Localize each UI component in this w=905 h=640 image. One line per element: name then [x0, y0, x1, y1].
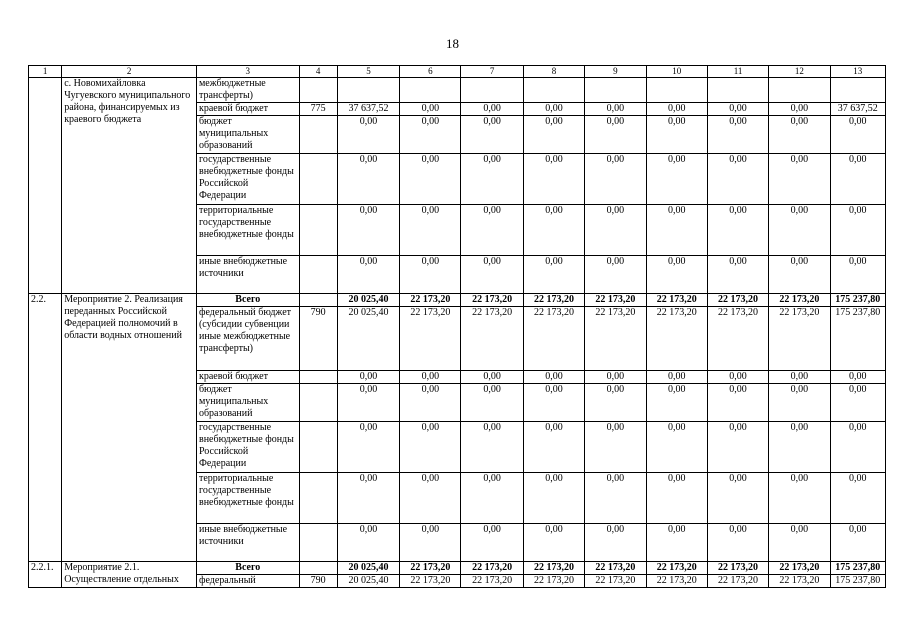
amount-cell: 0,00: [337, 371, 399, 384]
amount-cell: 22 173,20: [707, 562, 768, 575]
amount-cell: 22 173,20: [585, 575, 646, 588]
table-row: [29, 78, 886, 103]
amount-cell: 22 173,20: [769, 294, 830, 307]
amount-cell: 0,00: [646, 473, 707, 524]
amount-cell: 0,00: [400, 384, 461, 422]
amount-cell: [830, 78, 885, 103]
amount-cell: 22 173,20: [646, 307, 707, 371]
column-header: 12: [769, 66, 830, 78]
amount-cell: 22 173,20: [523, 294, 584, 307]
amount-cell: 0,00: [707, 422, 768, 473]
column-header: 7: [461, 66, 523, 78]
amount-cell: 0,00: [523, 473, 584, 524]
amount-cell: 37 637,52: [337, 103, 399, 116]
amount-cell: [646, 78, 707, 103]
amount-cell: 0,00: [585, 205, 646, 256]
amount-cell: 0,00: [523, 256, 584, 294]
amount-cell: [707, 78, 768, 103]
amount-cell: [400, 78, 461, 103]
amount-cell: 0,00: [707, 103, 768, 116]
amount-cell: 22 173,20: [400, 562, 461, 575]
amount-cell: 22 173,20: [400, 575, 461, 588]
amount-cell: 0,00: [461, 422, 523, 473]
amount-cell: 0,00: [830, 524, 885, 562]
amount-cell: 175 237,80: [830, 575, 885, 588]
amount-cell: 22 173,20: [585, 562, 646, 575]
column-header: 4: [299, 66, 337, 78]
amount-cell: 175 237,80: [830, 307, 885, 371]
amount-cell: 22 173,20: [646, 562, 707, 575]
measure-code: 2.2.1.: [29, 562, 62, 588]
amount-cell: 0,00: [400, 473, 461, 524]
amount-cell: 0,00: [707, 473, 768, 524]
column-header: 10: [646, 66, 707, 78]
amount-cell: 0,00: [707, 256, 768, 294]
table-row: [29, 562, 886, 575]
amount-cell: 20 025,40: [337, 562, 399, 575]
amount-cell: 0,00: [461, 205, 523, 256]
amount-cell: 22 173,20: [646, 294, 707, 307]
amount-cell: [523, 78, 584, 103]
amount-cell: 0,00: [707, 205, 768, 256]
amount-cell: 0,00: [523, 371, 584, 384]
amount-cell: 22 173,20: [523, 307, 584, 371]
grbs-code: [299, 78, 337, 103]
amount-cell: 0,00: [523, 524, 584, 562]
amount-cell: 0,00: [646, 154, 707, 205]
amount-cell: 0,00: [707, 371, 768, 384]
amount-cell: 0,00: [461, 384, 523, 422]
amount-cell: 0,00: [769, 103, 830, 116]
amount-cell: 0,00: [461, 154, 523, 205]
amount-cell: 0,00: [461, 371, 523, 384]
funding-source: Всего: [196, 562, 299, 575]
amount-cell: 0,00: [461, 524, 523, 562]
amount-cell: 0,00: [400, 103, 461, 116]
amount-cell: 0,00: [769, 116, 830, 154]
amount-cell: 0,00: [523, 384, 584, 422]
grbs-code: [299, 384, 337, 422]
grbs-code: [299, 116, 337, 154]
amount-cell: 0,00: [646, 422, 707, 473]
amount-cell: 37 637,52: [830, 103, 885, 116]
amount-cell: 0,00: [461, 103, 523, 116]
amount-cell: 0,00: [585, 422, 646, 473]
grbs-code: [299, 205, 337, 256]
amount-cell: 22 173,20: [707, 307, 768, 371]
column-header: 13: [830, 66, 885, 78]
funding-source: Всего: [196, 294, 299, 307]
amount-cell: 0,00: [830, 384, 885, 422]
grbs-code: [299, 562, 337, 575]
amount-cell: 0,00: [830, 256, 885, 294]
page-number: 18: [446, 36, 459, 51]
amount-cell: 0,00: [400, 422, 461, 473]
measure-code: 2.2.: [29, 294, 62, 562]
amount-cell: 0,00: [830, 116, 885, 154]
grbs-code: 790: [299, 575, 337, 588]
amount-cell: 22 173,20: [523, 562, 584, 575]
funding-source: федеральный бюджет (субсидии субвенции иные межбюджетные трансферты): [196, 307, 299, 371]
column-header: 2: [62, 66, 197, 78]
amount-cell: 0,00: [461, 256, 523, 294]
amount-cell: 0,00: [830, 205, 885, 256]
amount-cell: 0,00: [337, 473, 399, 524]
amount-cell: 0,00: [646, 103, 707, 116]
funding-source: федеральный: [196, 575, 299, 588]
amount-cell: 0,00: [461, 116, 523, 154]
amount-cell: 0,00: [523, 103, 584, 116]
amount-cell: 0,00: [400, 371, 461, 384]
amount-cell: [769, 78, 830, 103]
amount-cell: 0,00: [707, 116, 768, 154]
amount-cell: 0,00: [523, 205, 584, 256]
amount-cell: 0,00: [707, 154, 768, 205]
amount-cell: 0,00: [337, 256, 399, 294]
amount-cell: 0,00: [769, 205, 830, 256]
grbs-code: [299, 371, 337, 384]
amount-cell: 22 173,20: [400, 307, 461, 371]
amount-cell: 0,00: [585, 371, 646, 384]
column-header: 6: [400, 66, 461, 78]
amount-cell: 0,00: [585, 154, 646, 205]
amount-cell: 0,00: [769, 473, 830, 524]
funding-source: краевой бюджет: [196, 371, 299, 384]
amount-cell: 0,00: [646, 116, 707, 154]
amount-cell: 0,00: [337, 422, 399, 473]
amount-cell: 20 025,40: [337, 294, 399, 307]
funding-source: иные внебюджетные источники: [196, 256, 299, 294]
amount-cell: 0,00: [400, 256, 461, 294]
amount-cell: 0,00: [523, 422, 584, 473]
column-header: 5: [337, 66, 399, 78]
grbs-code: 775: [299, 103, 337, 116]
amount-cell: 22 173,20: [707, 294, 768, 307]
amount-cell: 0,00: [769, 371, 830, 384]
amount-cell: 0,00: [830, 371, 885, 384]
grbs-code: [299, 256, 337, 294]
amount-cell: [585, 78, 646, 103]
amount-cell: 22 173,20: [585, 294, 646, 307]
funding-source: территориальные государственные внебюджетные фонды: [196, 473, 299, 524]
amount-cell: 0,00: [337, 116, 399, 154]
amount-cell: 0,00: [769, 154, 830, 205]
amount-cell: 0,00: [769, 256, 830, 294]
amount-cell: 0,00: [461, 473, 523, 524]
amount-cell: 0,00: [585, 116, 646, 154]
grbs-code: [299, 294, 337, 307]
amount-cell: 0,00: [585, 473, 646, 524]
amount-cell: 0,00: [585, 384, 646, 422]
amount-cell: 0,00: [400, 205, 461, 256]
amount-cell: 22 173,20: [769, 307, 830, 371]
amount-cell: 0,00: [585, 256, 646, 294]
amount-cell: 0,00: [707, 524, 768, 562]
amount-cell: 22 173,20: [769, 575, 830, 588]
column-header: 3: [196, 66, 299, 78]
grbs-code: [299, 422, 337, 473]
amount-cell: 20 025,40: [337, 307, 399, 371]
amount-cell: 0,00: [830, 422, 885, 473]
grbs-code: [299, 154, 337, 205]
funding-source: бюджет муниципальных образований: [196, 384, 299, 422]
funding-source: краевой бюджет: [196, 103, 299, 116]
measure-code: [29, 78, 62, 294]
amount-cell: 0,00: [769, 524, 830, 562]
amount-cell: 0,00: [769, 384, 830, 422]
amount-cell: 0,00: [646, 205, 707, 256]
measure-name: Мероприятие 2.1. Осуществление отдельных: [62, 562, 197, 588]
amount-cell: 0,00: [707, 384, 768, 422]
amount-cell: 0,00: [337, 154, 399, 205]
amount-cell: 0,00: [646, 384, 707, 422]
amount-cell: 175 237,80: [830, 562, 885, 575]
amount-cell: 22 173,20: [585, 307, 646, 371]
amount-cell: 0,00: [830, 473, 885, 524]
amount-cell: 22 173,20: [523, 575, 584, 588]
funding-source: государственные внебюджетные фонды Российской Федерации: [196, 422, 299, 473]
funding-source: иные внебюджетные источники: [196, 524, 299, 562]
column-header: 11: [707, 66, 768, 78]
amount-cell: 20 025,40: [337, 575, 399, 588]
amount-cell: 0,00: [646, 371, 707, 384]
amount-cell: 0,00: [769, 422, 830, 473]
amount-cell: 175 237,80: [830, 294, 885, 307]
funding-source: бюджет муниципальных образований: [196, 116, 299, 154]
amount-cell: 0,00: [400, 524, 461, 562]
grbs-code: [299, 473, 337, 524]
amount-cell: 0,00: [400, 154, 461, 205]
column-header: 9: [585, 66, 646, 78]
measure-name: Мероприятие 2. Реализация переданных Российской Федерацией полномочий в области водных отношений: [62, 294, 197, 562]
grbs-code: [299, 524, 337, 562]
grbs-code: 790: [299, 307, 337, 371]
amount-cell: 0,00: [523, 116, 584, 154]
amount-cell: 0,00: [523, 154, 584, 205]
column-header: 8: [523, 66, 584, 78]
budget-table: [28, 65, 886, 588]
amount-cell: 22 173,20: [461, 307, 523, 371]
amount-cell: 0,00: [400, 116, 461, 154]
amount-cell: [337, 78, 399, 103]
amount-cell: [461, 78, 523, 103]
funding-source: территориальные государственные внебюджетные фонды: [196, 205, 299, 256]
amount-cell: 22 173,20: [461, 562, 523, 575]
amount-cell: 0,00: [585, 524, 646, 562]
amount-cell: 0,00: [337, 384, 399, 422]
amount-cell: 0,00: [337, 524, 399, 562]
amount-cell: 22 173,20: [400, 294, 461, 307]
amount-cell: 0,00: [646, 256, 707, 294]
amount-cell: 22 173,20: [769, 562, 830, 575]
amount-cell: 22 173,20: [461, 575, 523, 588]
header-row: [29, 66, 886, 78]
amount-cell: 0,00: [830, 154, 885, 205]
amount-cell: 0,00: [646, 524, 707, 562]
funding-source: межбюджетные трансферты): [196, 78, 299, 103]
funding-source: государственные внебюджетные фонды Российской Федерации: [196, 154, 299, 205]
table-row: [29, 294, 886, 307]
amount-cell: 0,00: [337, 205, 399, 256]
amount-cell: 0,00: [585, 103, 646, 116]
amount-cell: 22 173,20: [461, 294, 523, 307]
measure-name: с. Новомихайловка Чугуевского муниципального района, финансируемых из краевого бюджета: [62, 78, 197, 294]
column-header: 1: [29, 66, 62, 78]
amount-cell: 22 173,20: [646, 575, 707, 588]
amount-cell: 22 173,20: [707, 575, 768, 588]
